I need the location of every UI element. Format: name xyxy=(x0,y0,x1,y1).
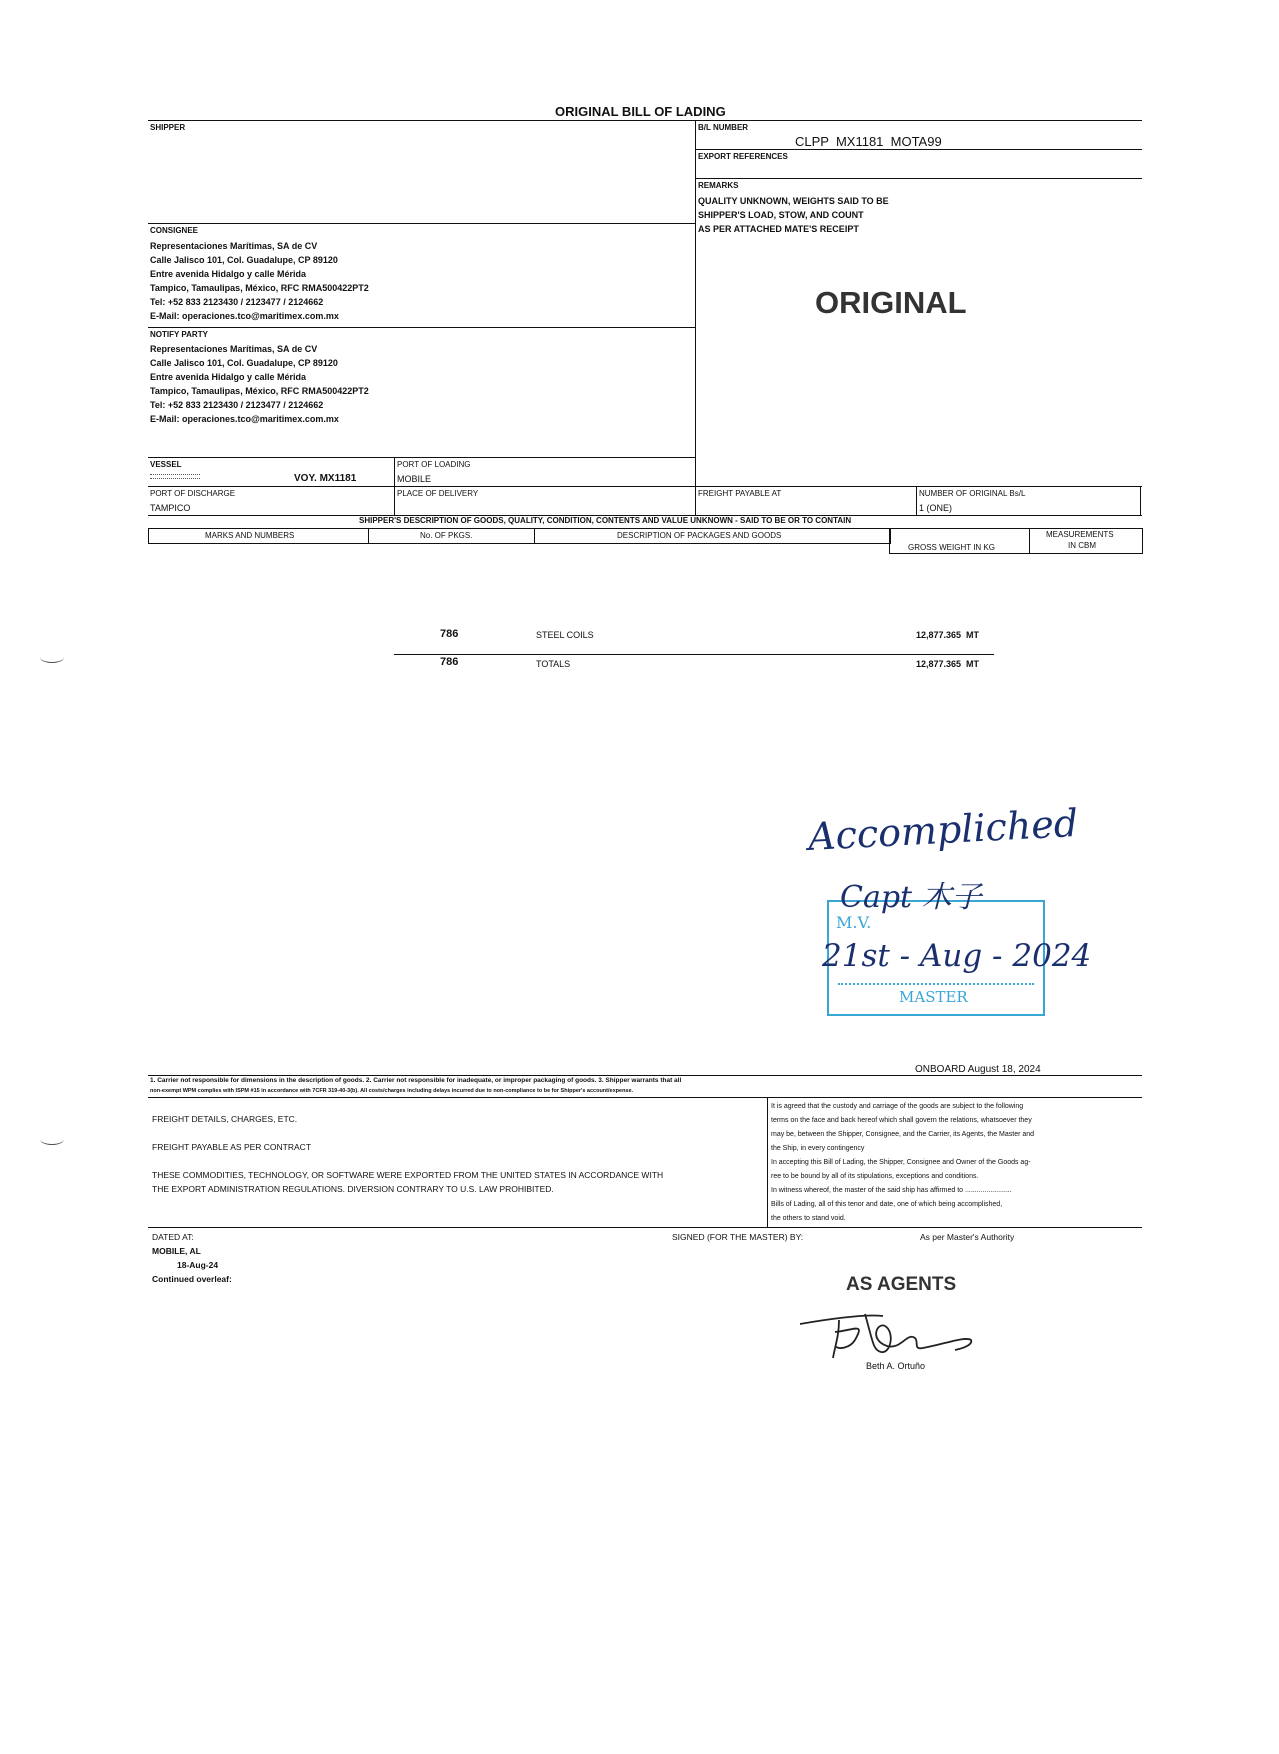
signatory-name: Beth A. Ortuño xyxy=(866,1361,926,1371)
export-notice-2: THE EXPORT ADMINISTRATION REGULATIONS. DIVERSION CONTRARY TO U.S. LAW PROHIBITED. xyxy=(152,1184,554,1194)
discharge-divider-1 xyxy=(394,486,395,515)
export-notice-1: THESE COMMODITIES, TECHNOLOGY, OR SOFTWARE WERE EXPORTED FROM THE UNITED STATES IN ACCORDANCE WITH xyxy=(152,1170,664,1180)
port-discharge-value: TAMPICO xyxy=(150,503,191,513)
col-pkgs: No. OF PKGS. xyxy=(420,531,473,540)
dated-place: MOBILE, AL xyxy=(152,1246,201,1256)
port-loading-label: PORT OF LOADING xyxy=(397,460,471,469)
terms-line: terms on the face and back hereof which shall govern the relations, whatsoever they xyxy=(771,1117,1032,1124)
as-agents: AS AGENTS xyxy=(846,1274,957,1295)
consignee-line: Entre avenida Hidalgo y calle Mérida xyxy=(150,269,307,279)
remarks-block xyxy=(698,194,889,236)
col-divider-3 xyxy=(1029,528,1030,554)
onboard-date: ONBOARD August 18, 2024 xyxy=(915,1064,1041,1075)
shipper-label: SHIPPER xyxy=(150,123,186,132)
col-measurements: MEASUREMENTS xyxy=(1046,530,1114,539)
fine-print-rule-bottom xyxy=(148,1097,1142,1098)
stamp-mv-text: M.V. xyxy=(836,913,872,932)
consignee-line: Representaciones Marítimas, SA de CV xyxy=(150,241,318,251)
notify-line: Representaciones Marítimas, SA de CV xyxy=(150,344,318,354)
col-divider-1 xyxy=(368,528,369,544)
terms-line: ree to be bound by all of its stipulations, exceptions and conditions. xyxy=(771,1173,979,1180)
scan-mark xyxy=(40,1134,64,1145)
consignee-line: Calle Jalisco 101, Col. Guadalupe, CP 89120 xyxy=(150,255,338,265)
discharge-right-edge xyxy=(1140,486,1141,515)
port-discharge-label: PORT OF DISCHARGE xyxy=(150,489,236,498)
terms-rule-bottom xyxy=(148,1227,1142,1228)
voyage-number: VOY. MX1181 xyxy=(294,473,357,484)
freight-details: FREIGHT DETAILS, CHARGES, ETC. xyxy=(152,1114,298,1124)
consignee-line: E-Mail: operaciones.tco@maritimex.com.mx xyxy=(150,311,339,321)
cargo-weight: 12,877.365 MT xyxy=(916,630,980,640)
totals-weight: 12,877.365 MT xyxy=(916,659,980,669)
col-cbm: IN CBM xyxy=(1068,541,1096,550)
col-divider-2 xyxy=(534,528,535,544)
signature-image xyxy=(795,1302,985,1362)
scan-mark xyxy=(40,652,64,663)
terms-line: It is agreed that the custody and carriage of the goods are subject to the following xyxy=(771,1103,1024,1110)
num-originals-label: NUMBER OF ORIGINAL Bs/L xyxy=(919,489,1026,498)
vessel-label: VESSEL xyxy=(150,460,182,469)
remarks-line: QUALITY UNKNOWN, WEIGHTS SAID TO BE xyxy=(698,196,889,206)
freight-payable-at-label: FREIGHT PAYABLE AT xyxy=(698,489,782,498)
remarks-line: AS PER ATTACHED MATE'S RECEIPT xyxy=(698,224,859,234)
consignee-line: Tel: +52 833 2123430 / 2123477 / 2124662 xyxy=(150,297,324,307)
consignee-block xyxy=(150,239,369,323)
freight-payable: FREIGHT PAYABLE AS PER CONTRACT xyxy=(152,1142,312,1152)
notify-block xyxy=(150,342,369,426)
signed-label: SIGNED (FOR THE MASTER) BY: xyxy=(672,1232,804,1242)
terms-line: In witness whereof, the master of the said ship has affirmed to ........................ xyxy=(771,1187,1012,1194)
cargo-pkgs: 786 xyxy=(440,628,459,640)
notify-rule xyxy=(148,327,696,328)
port-loading-value: MOBILE xyxy=(397,474,432,484)
terms-block xyxy=(771,1100,1034,1226)
handwritten-accomplished: Accompliched xyxy=(807,800,1080,860)
master-stamp-dots xyxy=(838,983,1034,985)
dated-label: DATED AT: xyxy=(152,1232,194,1242)
document-title: ORIGINAL BILL OF LADING xyxy=(555,104,726,119)
num-originals-value: 1 (ONE) xyxy=(919,503,953,513)
handwritten-date: 21st - Aug - 2024 xyxy=(822,938,1092,974)
notify-line: Tel: +52 833 2123430 / 2123477 / 2124662 xyxy=(150,400,324,410)
consignee-line: Tampico, Tamaulipas, México, RFC RMA500422PT2 xyxy=(150,283,369,293)
export-refs-label: EXPORT REFERENCES xyxy=(698,152,788,161)
terms-line: the Ship, in every contingency xyxy=(771,1145,865,1152)
notify-line: Calle Jalisco 101, Col. Guadalupe, CP 89120 xyxy=(150,358,338,368)
terms-line: the others to stand void. xyxy=(771,1215,846,1222)
terms-line: Bills of Lading, all of this tenor and date, one of which being accomplished, xyxy=(771,1201,1003,1208)
totals-desc: TOTALS xyxy=(536,659,571,669)
fine-print-line: 1. Carrier not responsible for dimensions in the description of goods. 2. Carrier not responsible for inadequate, or improper packaging of goods. 3. Shipper warrants that all xyxy=(150,1077,682,1084)
vessel-name-redacted xyxy=(150,474,200,479)
handwritten-captain: Capt 木子 xyxy=(840,880,982,915)
goods-banner: SHIPPER'S DESCRIPTION OF GOODS, QUALITY, CONDITION, CONTENTS AND VALUE UNKNOWN - SAID TO BE OR TO CONTAIN xyxy=(359,516,852,525)
fine-print xyxy=(150,1076,681,1096)
terms-line: In accepting this Bill of Lading, the Shipper, Consignee and Owner of the Goods ag- xyxy=(771,1159,1031,1166)
remarks-rule xyxy=(695,178,1142,179)
continued-overleaf: Continued overleaf: xyxy=(152,1274,232,1284)
consignee-rule xyxy=(148,223,696,224)
notify-line: Entre avenida Hidalgo y calle Mérida xyxy=(150,372,307,382)
totals-pkgs: 786 xyxy=(440,656,459,668)
terms-line: may be, between the Shipper, Consignee, and the Carrier, its Agents, the Master and xyxy=(771,1131,1035,1138)
title-rule xyxy=(148,120,1142,121)
fine-print-line: non-exempt WPM complies with ISPM #15 in accordance with 7CFR 319-40-3(b). All costs/charges including delays incurred due to non-compliance to be for Shipper's account/expense. xyxy=(150,1088,634,1094)
notify-label: NOTIFY PARTY xyxy=(150,330,208,339)
col-marks: MARKS AND NUMBERS xyxy=(205,531,295,540)
bl-number-value: CLPP MX1181 MOTA99 xyxy=(795,134,942,149)
stamp-master-text: MASTER xyxy=(899,988,968,1006)
discharge-divider-2 xyxy=(695,486,696,515)
col-desc: DESCRIPTION OF PACKAGES AND GOODS xyxy=(617,531,782,540)
original-stamp: ORIGINAL xyxy=(815,285,967,320)
vessel-divider xyxy=(394,457,395,486)
remarks-label: REMARKS xyxy=(698,181,739,190)
col-weight: GROSS WEIGHT IN KG xyxy=(908,543,995,552)
notify-line: E-Mail: operaciones.tco@maritimex.com.mx xyxy=(150,414,339,424)
master-authority: As per Master's Authority xyxy=(920,1232,1015,1242)
totals-rule xyxy=(394,654,994,655)
terms-divider xyxy=(767,1097,768,1227)
consignee-label: CONSIGNEE xyxy=(150,226,199,235)
notify-line: Tampico, Tamaulipas, México, RFC RMA500422PT2 xyxy=(150,386,369,396)
discharge-divider-3 xyxy=(916,486,917,515)
bl-number-label: B/L NUMBER xyxy=(698,123,749,132)
cargo-desc: STEEL COILS xyxy=(536,630,594,640)
dated-date: 18-Aug-24 xyxy=(177,1260,219,1270)
remarks-line: SHIPPER'S LOAD, STOW, AND COUNT xyxy=(698,210,864,220)
place-delivery-label: PLACE OF DELIVERY xyxy=(397,489,479,498)
center-divider xyxy=(695,120,696,486)
